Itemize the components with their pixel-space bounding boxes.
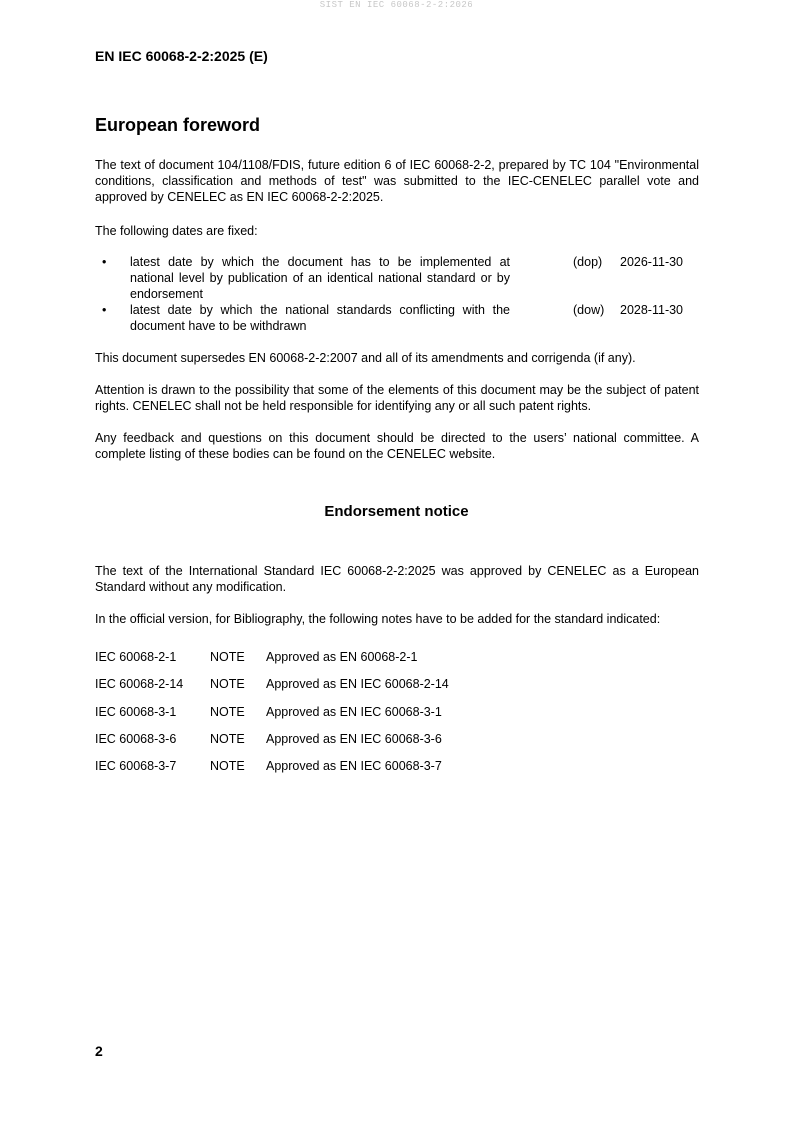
note-text: Approved as EN IEC 60068-3-1	[266, 705, 442, 719]
note-text: Approved as EN 60068-2-1	[266, 650, 418, 664]
date-description: latest date by which the national standards conflicting with the document have to be withdrawn	[130, 303, 510, 333]
endorsement-heading: Endorsement notice	[324, 503, 469, 520]
note-label: NOTE	[210, 759, 245, 773]
foreword-paragraph-3: This document supersedes EN 60068-2-2:2007 and all of its amendments and corrigenda (if any).	[95, 351, 636, 365]
standard-reference: IEC 60068-3-1	[95, 705, 177, 719]
note-label: NOTE	[210, 705, 245, 719]
standard-reference: IEC 60068-3-6	[95, 732, 177, 746]
note-text: Approved as EN IEC 60068-2-14	[266, 677, 449, 691]
bullet-icon: •	[102, 255, 107, 269]
note-label: NOTE	[210, 677, 245, 691]
bibliography-note-row	[95, 731, 695, 747]
standard-reference: IEC 60068-2-1	[95, 650, 177, 664]
date-value: 2028-11-30	[620, 303, 684, 317]
date-description: latest date by which the document has to be implemented at national level by publication of an identical national standard or by endorsement	[130, 255, 510, 301]
note-label: NOTE	[210, 650, 245, 664]
foreword-paragraph-1: The text of document 104/1108/FDIS, future edition 6 of IEC 60068-2-2, prepared by TC 104 "Environmental conditions, classification and methods of test" was submitted to the IEC-CENELEC parallel vote and approved by CENELEC as EN IEC 60068-2-2:2025.	[95, 158, 699, 204]
bullet-icon: •	[102, 303, 107, 317]
bibliography-note-row	[95, 676, 695, 692]
bibliography-note-row	[95, 704, 695, 720]
endorsement-paragraph-2: In the official version, for Bibliography, the following notes have to be added for the standard indicated:	[95, 612, 661, 626]
foreword-paragraph-5: Any feedback and questions on this document should be directed to the users’ national committee. A complete listing of these bodies can be found on the CENELEC website.	[95, 431, 699, 461]
date-abbreviation: (dop)	[573, 255, 603, 269]
watermark: SIST EN IEC 60068-2-2:2026	[319, 0, 474, 10]
foreword-paragraph-2: The following dates are fixed:	[95, 224, 258, 238]
endorsement-paragraph-1: The text of the International Standard IEC 60068-2-2:2025 was approved by CENELEC as a European Standard without any modification.	[95, 564, 699, 594]
foreword-paragraph-4: Attention is drawn to the possibility that some of the elements of this document may be the subject of patent rights. CENELEC shall not be held responsible for identifying any or all such patent rights.	[95, 383, 699, 413]
document-id: EN IEC 60068-2-2:2025 (E)	[95, 48, 268, 64]
foreword-heading: European foreword	[95, 115, 261, 135]
standard-reference: IEC 60068-3-7	[95, 759, 177, 773]
date-value: 2026-11-30	[620, 255, 684, 269]
bibliography-note-row	[95, 758, 695, 774]
date-abbreviation: (dow)	[573, 303, 605, 317]
note-text: Approved as EN IEC 60068-3-7	[266, 759, 442, 773]
standard-reference: IEC 60068-2-14	[95, 677, 184, 691]
note-text: Approved as EN IEC 60068-3-6	[266, 732, 442, 746]
page-number: 2	[95, 1043, 103, 1059]
bibliography-note-row	[95, 649, 695, 665]
note-label: NOTE	[210, 732, 245, 746]
